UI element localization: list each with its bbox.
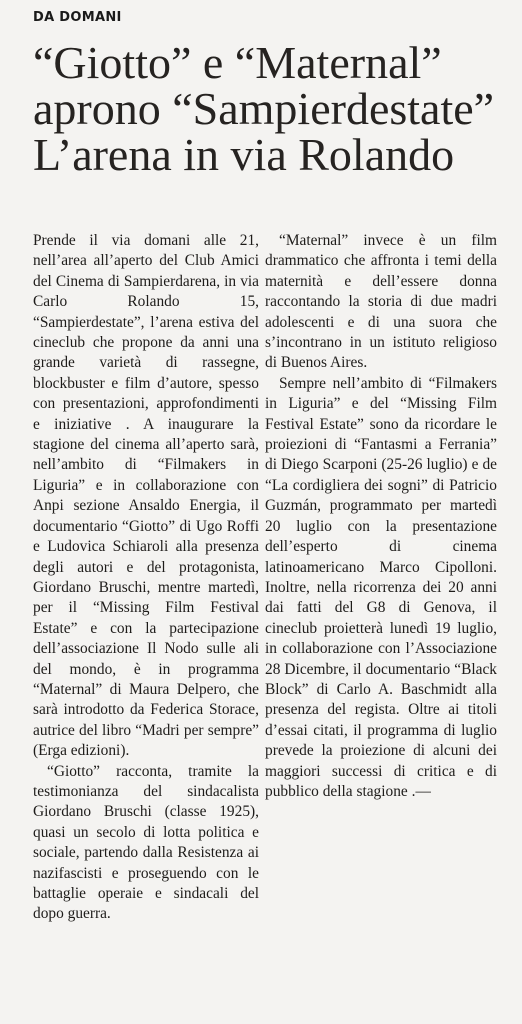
body-paragraph-2: “Giotto” racconta, tramite la testimonianza del sindacalista Giordano Bruschi (classe 1925), quasi un secolo di lotta politica e sociale, partendo dalla Resistenza ai nazifascisti e proseguendo con le battaglie operaie e sindacali del dopo guerra. [33, 762, 259, 923]
headline-line-1: “Giotto” e “Maternal” [33, 37, 442, 88]
body-paragraph-3: “Maternal” invece è un film drammatico che affronta i temi della maternità e dell’essere donna raccontando la storia di due madri adolescenti e di una suora che s’incontrano in un istituto religioso di Buenos Aires. [265, 232, 497, 372]
headline [33, 37, 503, 180]
section-kicker: DA DOMANI [33, 10, 122, 25]
body-column-right [265, 231, 497, 802]
body-paragraph-4: Sempre nell’ambito di “Filmakers in Liguria” e del “Missing Film Festival Estate” sono da ricordare le proiezioni di “Fantasmi a Ferrania” di Diego Scarponi (25-26 luglio) e de “La cordigliera dei sogni” di Patricio Guzmán, programmato per martedì 20 luglio con la presentazione dell’esperto di cinema latinoamericano Marco Cipolloni. Inoltre, nella ricorrenza dei 20 anni dai fatti del G8 di Genova, il cineclub proietterà lunedì 19 luglio, in collaborazione con l’Associazione 28 Dicembre, il documentario “Black Block” di Carlo A. Baschmidt alla presenza del regista. Oltre ai titoli d’essai citati, il programma di luglio prevede la proiezione di alcuni dei maggiori successi di critica e di pubblico della stagione .— [265, 374, 497, 800]
body-paragraph-1: Prende il via domani alle 21, nell’area all’aperto del Club Amici del Cinema di Sampierdarena, in via Carlo Rolando 15, “Sampierdestate”, l’arena estiva del cineclub che propone da anni una grande varietà di rassegne, blockbuster e film d’autore, spesso con presentazioni, approfondimenti e iniziative . A inaugurare la stagione del cinema all’aperto sarà, nell’ambito di “Filmakers in Liguria” e in collaborazione con Anpi sezione Ansaldo Energia, il documentario “Giotto” di Ugo Roffi e Ludovica Schiaroli alla presenza degli autori e del protagonista, Giordano Bruschi, mentre martedì, per il “Missing Film Festival Estate” e con la partecipazione dell’associazione Il Nodo sulle ali del mondo, è in programma “Maternal” di Maura Delpero, che sarà introdotto da Federica Storace, autrice del libro “Madri per sempre” (Erga edizioni). [33, 232, 259, 760]
body-column-left [33, 231, 259, 925]
headline-line-3: L’arena in via Rolando [33, 129, 455, 180]
headline-line-2: aprono “Sampierdestate” [33, 83, 495, 134]
